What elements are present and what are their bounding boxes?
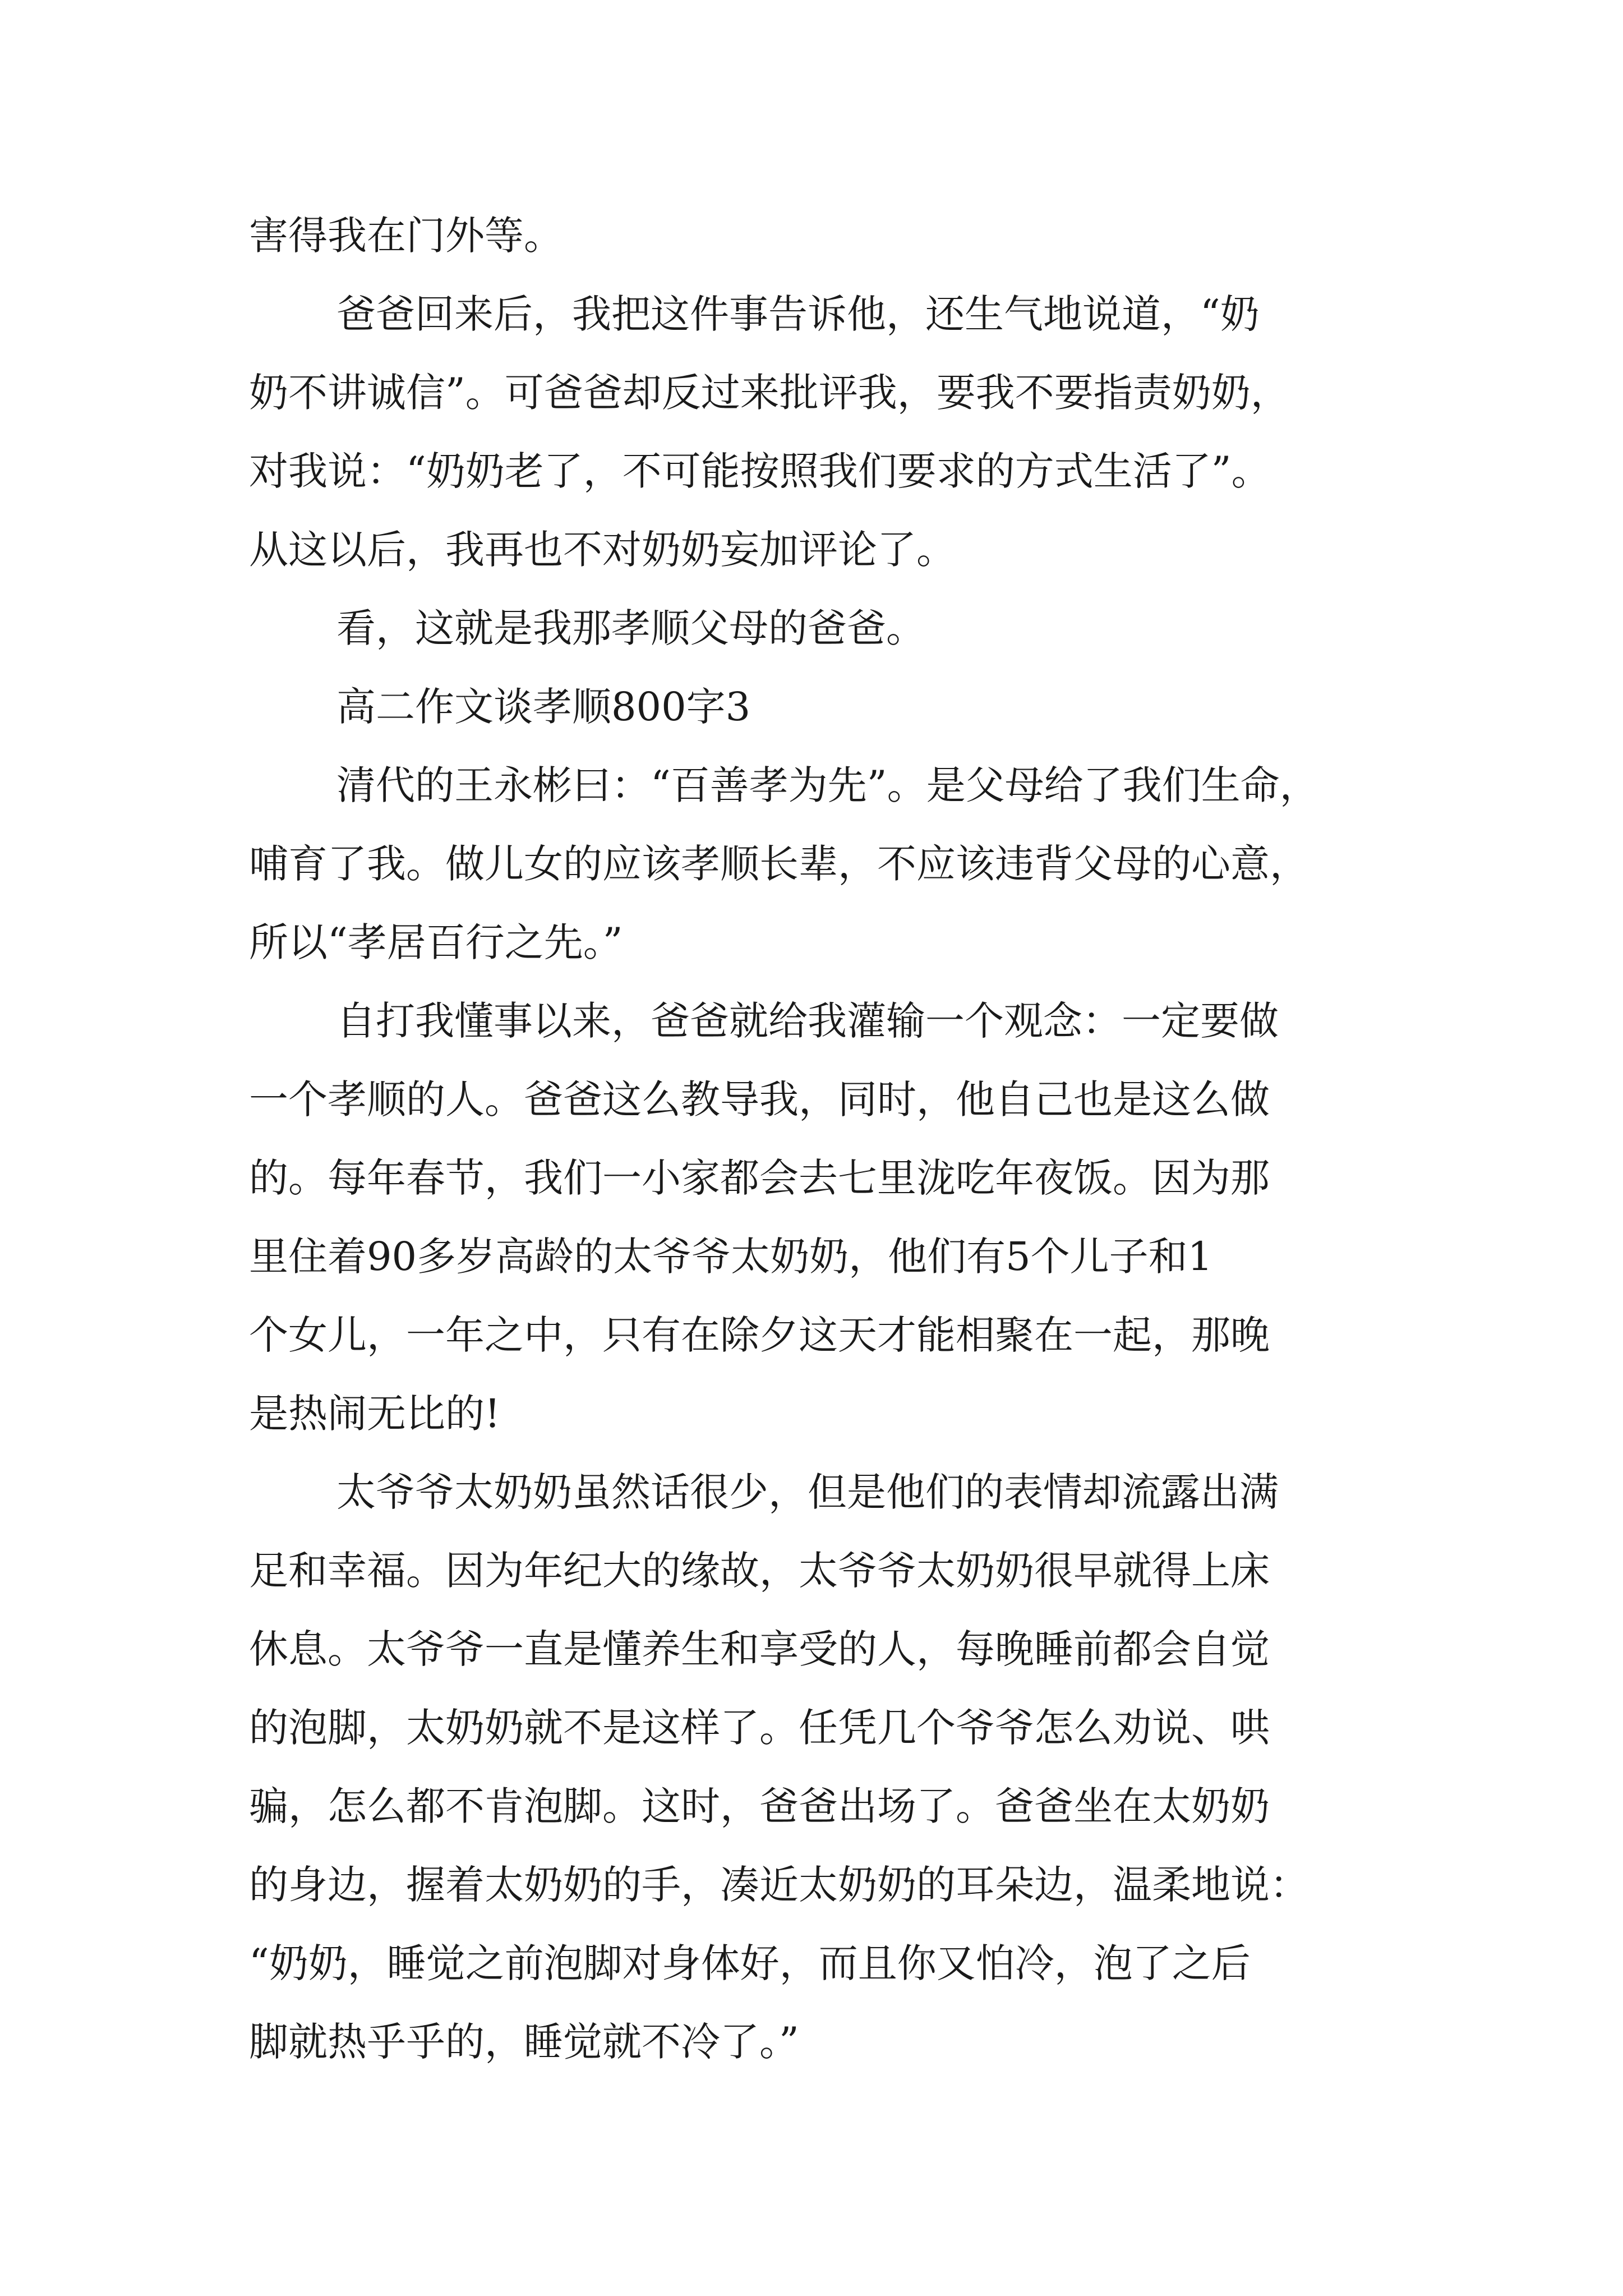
text-line: 清代的王永彬曰：“百善孝为先”。是父母给了我们生命， xyxy=(336,762,1319,808)
text-line: 看，这就是我那孝顺父母的爸爸。 xyxy=(336,605,925,651)
text-line: 所以“孝居百行之先。” xyxy=(249,919,623,965)
section-heading: 高二作文谈孝顺800字3 xyxy=(336,684,751,730)
text-line: 脚就热乎乎的，睡觉就不冷了。” xyxy=(249,2019,799,2065)
text-line: 休息。太爷爷一直是懂养生和享受的人，每晚睡前都会自觉 xyxy=(249,1626,1270,1672)
text-line: “奶奶，睡觉之前泡脚对身体好，而且你又怕冷，泡了之后 xyxy=(249,1940,1251,1986)
text-line: 自打我懂事以来，爸爸就给我灌输一个观念：一定要做 xyxy=(336,998,1279,1044)
text-line: 是热闹无比的! xyxy=(249,1391,501,1437)
text-line: 足和幸福。因为年纪大的缘故，太爷爷太奶奶很早就得上床 xyxy=(249,1548,1270,1594)
text-line: 的身边，握着太奶奶的手，凑近太奶奶的耳朵边，温柔地说： xyxy=(249,1862,1309,1908)
text-line: 爸爸回来后，我把这件事告诉他，还生气地说道，“奶 xyxy=(336,291,1260,337)
text-line: 太爷爷太奶奶虽然话很少，但是他们的表情却流露出满 xyxy=(336,1469,1279,1515)
text-line: 的泡脚，太奶奶就不是这样了。任凭几个爷爷怎么劝说、哄 xyxy=(249,1705,1270,1751)
text-line: 个女儿，一年之中，只有在除夕这天才能相聚在一起，那晚 xyxy=(249,1312,1270,1358)
text-line: 奶不讲诚信”。可爸爸却反过来批评我，要我不要指责奶奶， xyxy=(249,370,1290,416)
text-line: 骗，怎么都不肯泡脚。这时，爸爸出场了。爸爸坐在太奶奶 xyxy=(249,1783,1270,1829)
text-line: 的。每年春节，我们一小家都会去七里泷吃年夜饭。因为那 xyxy=(249,1155,1270,1201)
text-line: 一个孝顺的人。爸爸这么教导我，同时，他自己也是这么做 xyxy=(249,1076,1270,1122)
text-line: 里住着90多岁高龄的太爷爷太奶奶，他们有5个儿子和1 xyxy=(249,1234,1213,1280)
text-line: 哺育了我。做儿女的应该孝顺长辈，不应该违背父母的心意， xyxy=(249,841,1309,887)
text-line: 从这以后，我再也不对奶奶妄加评论了。 xyxy=(249,527,956,573)
text-line: 对我说：“奶奶老了，不可能按照我们要求的方式生活了”。 xyxy=(249,448,1271,494)
text-line: 害得我在门外等。 xyxy=(249,213,563,259)
